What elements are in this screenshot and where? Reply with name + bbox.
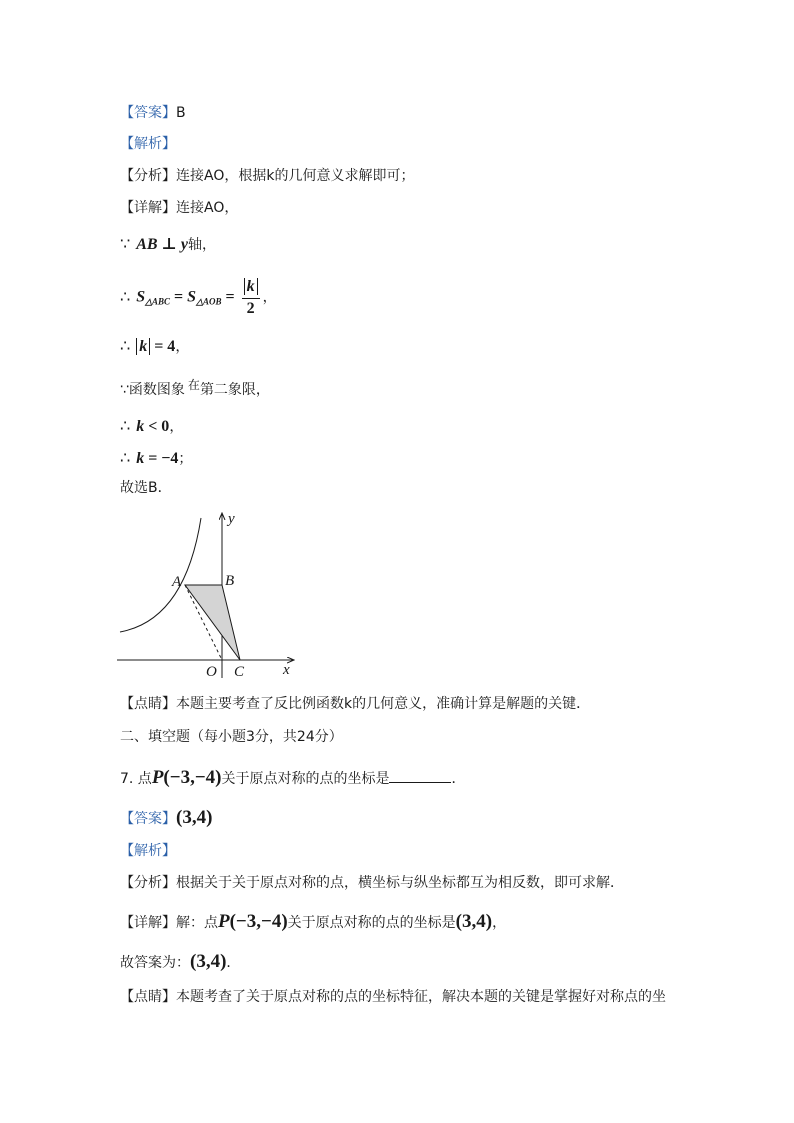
- fenxi-tag: 【分析】: [120, 875, 176, 891]
- fenxi-text: 连接AO，根据k的几何意义求解即可；: [176, 168, 415, 184]
- step-tail: ，: [169, 419, 184, 435]
- result-coords: (3,4): [455, 911, 493, 932]
- point-p: P: [218, 911, 230, 932]
- xiangjie-text-a: 解：点: [176, 915, 218, 931]
- because-symbol: ∵: [120, 382, 129, 398]
- xiangjie-text-b: 关于原点对称的点的坐标是: [287, 915, 456, 931]
- step-second-quadrant: [120, 380, 270, 400]
- label-c: C: [234, 664, 245, 680]
- dianjing-line-q6: [120, 694, 590, 714]
- answer-line: [120, 103, 186, 123]
- step-k-negative: [120, 416, 183, 437]
- point-p-coords: (−3,−4): [229, 911, 288, 932]
- q7-xiangjie-line: [120, 912, 506, 933]
- therefore-symbol: ∴: [120, 448, 131, 467]
- q7-stem-text: 关于原点对称的点的坐标是: [221, 771, 390, 787]
- label-b: B: [225, 573, 235, 589]
- section-title: [120, 727, 343, 747]
- label-a: A: [172, 574, 182, 590]
- analysis-tag: 【解析】: [120, 843, 176, 859]
- equals-sign: =: [170, 288, 188, 306]
- section2-title: 二、填空题（每小题3分，共24分）: [120, 729, 343, 745]
- answer-tag: 【答案】: [120, 811, 176, 827]
- final-tail: ．: [226, 955, 241, 971]
- xiangjie-line: [120, 198, 238, 218]
- final-text: 故答案为：: [120, 955, 190, 971]
- dianjing-tag: 【点睛】: [120, 989, 176, 1005]
- label-o: O: [206, 664, 217, 680]
- abs-k: k: [244, 278, 258, 295]
- abs-k: k: [136, 338, 150, 355]
- area-s-abc: S: [136, 288, 146, 306]
- less-than-zero: < 0: [144, 418, 170, 435]
- fenxi-tag: 【分析】: [120, 168, 176, 184]
- step-abs-k-4: [120, 336, 189, 357]
- dianjing-tag: 【点睛】: [120, 696, 176, 712]
- step-tail: ；: [178, 451, 193, 467]
- step-k-value: [120, 448, 192, 469]
- step-because-perpendicular: [120, 234, 216, 255]
- subscript-abc: △ABC: [145, 296, 171, 307]
- text-second-quadrant: 第二象限，: [199, 382, 270, 398]
- text-zai: 在: [187, 378, 200, 392]
- dianjing-text: 本题主要考查了反比例函数k的几何意义，准确计算是解题的关键．: [176, 696, 591, 712]
- q7-final-line: [120, 952, 240, 973]
- analysis-tag-line: [120, 134, 176, 154]
- answer-blank: [389, 768, 451, 783]
- step-tail: ，: [492, 915, 507, 931]
- xiangjie-tag: 【详解】: [120, 200, 176, 216]
- denominator: 2: [246, 300, 255, 317]
- point-p: P: [151, 767, 164, 788]
- equals-minus-four: = −4: [144, 450, 179, 467]
- area-s-aob: S: [187, 288, 197, 306]
- fenxi-line: [120, 166, 414, 186]
- q7-number: 7. 点: [120, 771, 152, 787]
- q7-analysis-line: [120, 841, 176, 861]
- step-tail: ，: [175, 339, 190, 355]
- var-k: k: [136, 418, 145, 435]
- math-ab-perp-y: AB ⊥ y: [136, 236, 188, 253]
- answer-value: B: [176, 105, 186, 121]
- therefore-symbol: ∴: [120, 416, 131, 435]
- subscript-aob: △AOB: [196, 296, 222, 307]
- hyperbola-curve: [120, 518, 201, 632]
- q7-fenxi-line: [120, 873, 624, 893]
- answer-value: (3,4): [176, 807, 213, 828]
- q7-answer-line: [120, 808, 212, 829]
- final-coords: (3,4): [190, 951, 227, 972]
- therefore-symbol: ∴: [120, 286, 131, 306]
- equals-sign: =: [221, 288, 239, 306]
- fraction-abs-k-over-2: [242, 276, 260, 319]
- therefore-symbol: ∴: [120, 336, 131, 355]
- text-function-graph: 函数图象: [128, 382, 185, 398]
- equals-four: = 4: [150, 338, 176, 355]
- because-symbol: ∵: [120, 234, 131, 253]
- step-tail: ，: [262, 289, 277, 306]
- q7-stem-end: ．: [451, 771, 466, 787]
- conclusion-line: [120, 478, 172, 498]
- conclusion-text: 故选B．: [120, 480, 172, 496]
- step-tail: 轴，: [188, 237, 216, 253]
- triangle-abc: [185, 585, 240, 660]
- answer-tag: 【答案】: [120, 105, 176, 121]
- label-y: y: [228, 511, 235, 527]
- dianjing-text: 本题考查了关于原点对称的点的坐标特征，解决本题的关键是掌握好对称点的坐: [176, 989, 666, 1005]
- var-k: k: [136, 450, 145, 467]
- point-p-coords: (−3,−4): [163, 767, 222, 788]
- q7-stem: [120, 768, 465, 789]
- xiangjie-tag: 【详解】: [120, 915, 176, 931]
- q7-dianjing-line: [120, 987, 666, 1007]
- label-x: x: [283, 662, 290, 678]
- analysis-tag: 【解析】: [120, 136, 176, 152]
- step-area-equation: [120, 276, 277, 319]
- geometry-figure: [115, 508, 305, 683]
- fenxi-text: 根据关于关于原点对称的点，横坐标与纵坐标都互为相反数，即可求解．: [176, 875, 624, 891]
- xiangjie-text: 连接AO，: [176, 200, 239, 216]
